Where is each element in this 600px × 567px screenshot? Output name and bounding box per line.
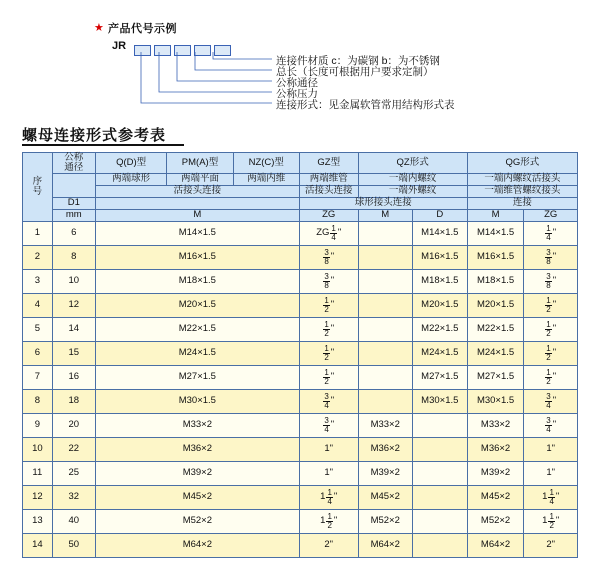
nut-connection-table: [22, 152, 578, 558]
cell-qz-d: M16×1.5: [412, 245, 467, 269]
legend-title: 产品代号示例: [108, 23, 177, 35]
table-row: [23, 389, 578, 413]
cell-q-m: M64×2: [95, 533, 299, 557]
cell-qz-d: M18×1.5: [412, 269, 467, 293]
cell-qz-d: M22×1.5: [412, 317, 467, 341]
table-row: [23, 413, 578, 437]
cell-dn: 25: [52, 461, 95, 485]
cell-gz: 1": [299, 437, 358, 461]
cell-q-m: M27×1.5: [95, 365, 299, 389]
cell-seq: 12: [23, 485, 53, 509]
cell-qg-zg: $\frac{3}{8}$ ": [524, 245, 578, 269]
header-sub-union-connect: 活接头连接: [95, 185, 299, 197]
header-sub-taper-thread-joint: 一端维管螺纹接头: [467, 185, 577, 197]
cell-q-m: M36×2: [95, 437, 299, 461]
cell-qg-zg: $\frac{3}{4}$ ": [524, 389, 578, 413]
header-unit-m: M: [95, 209, 299, 221]
cell-q-m: M24×1.5: [95, 341, 299, 365]
cell-seq: 13: [23, 509, 53, 533]
cell-gz: $\frac{1}{2}$ ": [299, 365, 358, 389]
header-sub-nz: 两端内维: [233, 173, 299, 185]
cell-seq: 3: [23, 269, 53, 293]
cell-qg-m: M45×2: [467, 485, 524, 509]
cell-q-m: M16×1.5: [95, 245, 299, 269]
cell-qg-m: M20×1.5: [467, 293, 524, 317]
cell-qg-m: M36×2: [467, 437, 524, 461]
table-header-row: [23, 173, 578, 185]
cell-qz-d: M20×1.5: [412, 293, 467, 317]
header-unit-zg-qg: ZG: [524, 209, 578, 221]
cell-dn: 6: [52, 221, 95, 245]
header-unit-mm: mm: [52, 209, 95, 221]
cell-qz-m: [358, 293, 412, 317]
cell-seq: 8: [23, 389, 53, 413]
cell-gz: $\frac{1}{2}$ ": [299, 317, 358, 341]
cell-qg-m: M18×1.5: [467, 269, 524, 293]
header-d1: D1: [52, 197, 95, 209]
header-group-qz: QZ形式: [358, 153, 467, 174]
table-row: [23, 533, 578, 557]
legend-item-total-length: 总长（长度可根据用户要求定制）: [276, 66, 434, 78]
cell-dn: 32: [52, 485, 95, 509]
cell-seq: 4: [23, 293, 53, 317]
header-group-nz: NZ(C)型: [233, 153, 299, 174]
cell-qg-zg: 1": [524, 437, 578, 461]
cell-dn: 18: [52, 389, 95, 413]
header-ball-joint-connect: 球形接头连接: [299, 197, 467, 209]
cell-q-m: M22×1.5: [95, 317, 299, 341]
header-group-q: Q(D)型: [95, 153, 166, 174]
cell-gz: ZG $\frac{1}{4}$ ": [299, 221, 358, 245]
table-row: [23, 509, 578, 533]
cell-qz-d: M24×1.5: [412, 341, 467, 365]
cell-gz: $\frac{3}{4}$ ": [299, 389, 358, 413]
legend-item-connection-form: 连接形式：见金属软管常用结构形式表: [276, 99, 455, 111]
header-sub-union-connect-2: 活接头连接: [299, 185, 358, 197]
cell-seq: 5: [23, 317, 53, 341]
table-row: [23, 461, 578, 485]
table-header-row: [23, 209, 578, 221]
header-blank-1: [95, 197, 299, 209]
cell-q-m: M39×2: [95, 461, 299, 485]
cell-dn: 8: [52, 245, 95, 269]
cell-qg-m: M27×1.5: [467, 365, 524, 389]
cell-q-m: M30×1.5: [95, 389, 299, 413]
cell-qg-m: M24×1.5: [467, 341, 524, 365]
cell-q-m: M14×1.5: [95, 221, 299, 245]
cell-dn: 20: [52, 413, 95, 437]
cell-qz-d: [412, 413, 467, 437]
cell-gz: 2": [299, 533, 358, 557]
star-icon: ★: [94, 22, 104, 34]
cell-qz-m: [358, 365, 412, 389]
cell-seq: 6: [23, 341, 53, 365]
cell-qz-d: [412, 461, 467, 485]
cell-qz-m: [358, 245, 412, 269]
cell-seq: 14: [23, 533, 53, 557]
cell-qg-m: M30×1.5: [467, 389, 524, 413]
header-group-gz: GZ型: [299, 153, 358, 174]
cell-qz-m: M36×2: [358, 437, 412, 461]
cell-q-m: M18×1.5: [95, 269, 299, 293]
table-row: [23, 317, 578, 341]
header-sub-qz: 一端内螺纹: [358, 173, 467, 185]
cell-qz-d: [412, 533, 467, 557]
cell-seq: 11: [23, 461, 53, 485]
cell-qg-zg: 1": [524, 461, 578, 485]
table-row: [23, 245, 578, 269]
header-dn: 公称 通径: [52, 153, 95, 174]
cell-gz: $\frac{3}{8}$ ": [299, 245, 358, 269]
header-connect: 连接: [467, 197, 577, 209]
cell-qg-zg: $\frac{1}{2}$ ": [524, 365, 578, 389]
cell-qg-zg: $\frac{1}{2}$ ": [524, 293, 578, 317]
table-row: [23, 221, 578, 245]
cell-dn: 14: [52, 317, 95, 341]
cell-gz: $\frac{1}{2}$ ": [299, 341, 358, 365]
table-row: [23, 485, 578, 509]
header-seq: 序 号: [23, 153, 53, 222]
header-sub-gz: 两端维管: [299, 173, 358, 185]
cell-gz: $\frac{3}{8}$ ": [299, 269, 358, 293]
header-dn-blank: [52, 173, 95, 197]
cell-q-m: M52×2: [95, 509, 299, 533]
legend-item-nominal-diameter: 公称通径: [276, 77, 318, 89]
cell-qg-zg: $\frac{1}{2}$ ": [524, 317, 578, 341]
heading-underline: [22, 144, 184, 146]
cell-qz-m: [358, 269, 412, 293]
cell-qz-m: [358, 221, 412, 245]
cell-dn: 10: [52, 269, 95, 293]
cell-q-m: M33×2: [95, 413, 299, 437]
cell-dn: 12: [52, 293, 95, 317]
cell-qz-m: [358, 389, 412, 413]
cell-gz: 1": [299, 461, 358, 485]
cell-gz: $\frac{3}{4}$ ": [299, 413, 358, 437]
cell-qz-m: M33×2: [358, 413, 412, 437]
cell-qz-d: [412, 485, 467, 509]
cell-q-m: M45×2: [95, 485, 299, 509]
cell-seq: 1: [23, 221, 53, 245]
legend-prefix: JR: [112, 40, 127, 52]
cell-qg-m: M16×1.5: [467, 245, 524, 269]
table-header-row: [23, 197, 578, 209]
section-heading: 螺母连接形式参考表: [22, 127, 167, 144]
header-unit-zg: ZG: [299, 209, 358, 221]
header-unit-d-qz: D: [412, 209, 467, 221]
cell-dn: 22: [52, 437, 95, 461]
cell-dn: 40: [52, 509, 95, 533]
header-unit-m-qg: M: [467, 209, 524, 221]
cell-qg-zg: $\frac{3}{4}$ ": [524, 413, 578, 437]
cell-qg-m: M14×1.5: [467, 221, 524, 245]
cell-qz-m: M64×2: [358, 533, 412, 557]
table-row: [23, 437, 578, 461]
cell-qz-m: [358, 317, 412, 341]
cell-qz-d: [412, 509, 467, 533]
cell-qg-zg: $\frac{3}{8}$ ": [524, 269, 578, 293]
table-row: [23, 293, 578, 317]
cell-qg-zg: $\frac{1}{4}$ ": [524, 221, 578, 245]
product-code-legend: [0, 0, 600, 120]
cell-qg-m: M64×2: [467, 533, 524, 557]
cell-qg-m: M52×2: [467, 509, 524, 533]
cell-seq: 7: [23, 365, 53, 389]
cell-qz-m: M52×2: [358, 509, 412, 533]
cell-qz-d: M14×1.5: [412, 221, 467, 245]
cell-dn: 15: [52, 341, 95, 365]
table-row: [23, 269, 578, 293]
cell-qz-d: M27×1.5: [412, 365, 467, 389]
cell-qg-zg: 2": [524, 533, 578, 557]
cell-gz: $\frac{1}{2}$ ": [299, 293, 358, 317]
cell-gz: 1 $\frac{1}{4}$ ": [299, 485, 358, 509]
cell-q-m: M20×1.5: [95, 293, 299, 317]
cell-seq: 9: [23, 413, 53, 437]
header-sub-pm: 两端平面: [167, 173, 233, 185]
cell-gz: 1 $\frac{1}{2}$ ": [299, 509, 358, 533]
table-row: [23, 341, 578, 365]
legend-item-nominal-pressure: 公称压力: [276, 88, 318, 100]
table-header-row: [23, 153, 578, 174]
cell-qz-m: [358, 341, 412, 365]
cell-qz-d: [412, 437, 467, 461]
cell-qg-zg: $\frac{1}{2}$ ": [524, 341, 578, 365]
cell-seq: 10: [23, 437, 53, 461]
cell-qg-m: M33×2: [467, 413, 524, 437]
cell-dn: 16: [52, 365, 95, 389]
header-sub-qg: 一端内螺纹活接头: [467, 173, 577, 185]
cell-qz-m: M39×2: [358, 461, 412, 485]
cell-dn: 50: [52, 533, 95, 557]
cell-qz-m: M45×2: [358, 485, 412, 509]
legend-item-material: 连接件材质 c：为碳钢 b：为不锈钢: [276, 55, 440, 67]
header-unit-m-qz: M: [358, 209, 412, 221]
header-sub-external-thread: 一端外螺纹: [358, 185, 467, 197]
header-group-qg: QG形式: [467, 153, 577, 174]
cell-qg-zg: 1 $\frac{1}{2}$ ": [524, 509, 578, 533]
cell-seq: 2: [23, 245, 53, 269]
cell-qg-zg: 1 $\frac{1}{4}$ ": [524, 485, 578, 509]
cell-qz-d: M30×1.5: [412, 389, 467, 413]
table-row: [23, 365, 578, 389]
table-header-row: [23, 185, 578, 197]
cell-qg-m: M22×1.5: [467, 317, 524, 341]
cell-qg-m: M39×2: [467, 461, 524, 485]
header-group-pm: PM(A)型: [167, 153, 233, 174]
header-sub-q: 两端球形: [95, 173, 166, 185]
